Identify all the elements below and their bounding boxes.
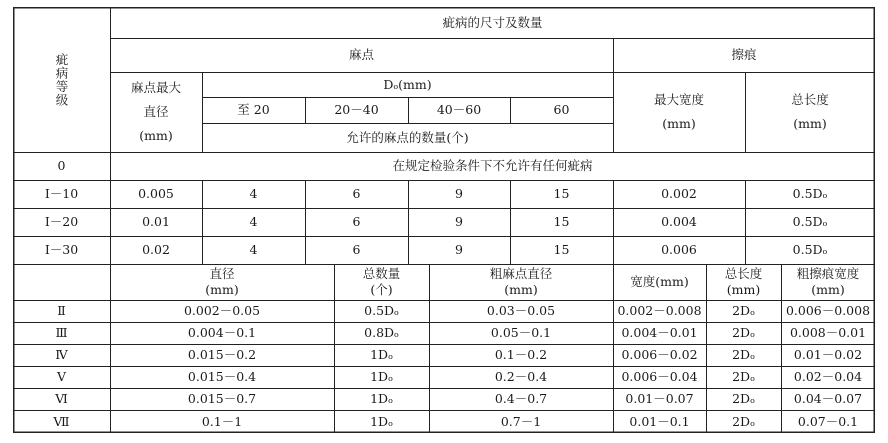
row-count-3: 9 <box>455 242 463 258</box>
row-length: 2Dₒ <box>732 325 755 341</box>
row-count-4: 15 <box>553 186 570 202</box>
do-range-2: 20－40 <box>334 102 379 118</box>
row-count-3: 9 <box>455 214 463 230</box>
row-width: 0.004 <box>661 214 697 230</box>
do-range-3: 40－60 <box>436 102 482 118</box>
row-diameter: 0.015－0.4 <box>187 369 257 385</box>
row-count-1: 4 <box>249 242 258 258</box>
row-count: 1Dₒ <box>370 391 393 407</box>
row-width: 0.01－0.07 <box>625 391 694 407</box>
width-subheader: 宽度(mm) <box>630 274 689 290</box>
row-length: 2Dₒ <box>732 413 755 429</box>
row-grade: Ⅶ <box>53 413 70 429</box>
row-width: 0.006－0.04 <box>621 369 698 385</box>
row-coarse-diameter: 0.4－0.7 <box>494 391 548 407</box>
defect-table <box>13 7 875 433</box>
row-grade: Ⅱ <box>57 303 66 319</box>
row-length: 2Dₒ <box>732 303 755 319</box>
max-width-unit: (mm) <box>662 116 696 131</box>
row-width: 0.002－0.008 <box>617 303 702 319</box>
total-length-unit: (mm) <box>793 116 827 131</box>
scratch-header: 擦痕 <box>731 47 757 63</box>
total-length-label: 总长度 <box>791 92 829 108</box>
allowed-count-header: 允许的麻点的数量(个) <box>346 129 469 145</box>
row-count: 1Dₒ <box>370 347 393 363</box>
row-coarse-diameter: 0.7－1 <box>500 413 542 429</box>
grade-header-text: 疵病等级 <box>54 52 69 107</box>
row-coarse-width: 0.07－0.1 <box>797 413 859 429</box>
row-length: 2Dₒ <box>732 369 755 385</box>
row-count-4: 15 <box>553 242 570 258</box>
coarse-scratch-subheader <box>781 264 875 300</box>
coarse-pit-unit: (mm) <box>504 282 538 297</box>
row-length: 0.5Dₒ <box>792 214 828 230</box>
row-grade: Ⅰ－10 <box>44 186 79 202</box>
total-count-label: 总数量 <box>362 266 401 282</box>
do-range-1: 至 20 <box>237 102 270 118</box>
row-coarse-width: 0.01－0.02 <box>793 347 863 363</box>
row-grade: Ⅰ－20 <box>44 214 79 230</box>
pit-max-diameter-line1: 麻点最大 <box>130 80 181 96</box>
row-count-2: 6 <box>352 242 361 258</box>
row-diameter: 0.02 <box>142 242 170 258</box>
row-count-1: 4 <box>249 214 258 230</box>
row-width: 0.002 <box>661 186 697 202</box>
row-grade: Ⅰ－30 <box>44 242 79 258</box>
grade-0-note: 在规定检验条件下不允许有任何疵病 <box>392 158 593 174</box>
row-diameter: 0.004－0.1 <box>187 325 257 341</box>
row-coarse-width: 0.006－0.008 <box>785 303 871 319</box>
row-length: 2Dₒ <box>732 347 755 363</box>
coarse-scratch-label: 粗擦痕宽度 <box>796 266 860 282</box>
length-subheader <box>706 264 781 300</box>
row-count-2: 6 <box>352 214 361 230</box>
row-count-4: 15 <box>553 214 570 230</box>
total-length-header <box>745 72 875 152</box>
row-coarse-diameter: 0.03－0.05 <box>486 303 556 319</box>
row-width: 0.006－0.02 <box>621 347 698 363</box>
row-diameter: 0.015－0.2 <box>187 347 257 363</box>
row-grade: Ⅳ <box>55 347 68 363</box>
row-diameter: 0.002－0.05 <box>183 303 261 319</box>
do-range-4: 60 <box>553 102 570 118</box>
max-width-header <box>613 72 745 152</box>
coarse-pit-subheader <box>429 264 613 300</box>
row-coarse-width: 0.04－0.07 <box>793 391 863 407</box>
row-coarse-diameter: 0.1－0.2 <box>494 347 548 363</box>
length-unit: (mm) <box>726 282 761 297</box>
row-diameter: 0.015－0.7 <box>187 391 257 407</box>
row-count-1: 4 <box>249 186 258 202</box>
row-length: 2Dₒ <box>732 391 755 407</box>
row-coarse-width: 0.02－0.04 <box>793 369 863 385</box>
diameter-subheader <box>110 264 334 300</box>
row-diameter: 0.1－1 <box>201 413 243 429</box>
pit-max-diameter-header <box>110 72 202 152</box>
coarse-pit-label: 粗麻点直径 <box>489 266 553 282</box>
row-diameter: 0.005 <box>138 186 174 202</box>
row-grade: Ⅵ <box>55 391 68 407</box>
table-title: 疵病的尺寸及数量 <box>442 14 543 30</box>
row-diameter: 0.01 <box>142 214 170 230</box>
row-coarse-width: 0.008－0.01 <box>789 325 867 341</box>
do-header: Dₒ(mm) <box>383 76 432 92</box>
pit-header: 麻点 <box>348 47 374 63</box>
grade-header <box>13 7 110 152</box>
row-count-3: 9 <box>455 186 463 202</box>
total-count-unit: (个) <box>370 282 393 297</box>
coarse-scratch-unit: (mm) <box>811 282 845 297</box>
row-width: 0.01－0.1 <box>629 413 690 429</box>
max-width-label: 最大宽度 <box>653 92 704 108</box>
row-count: 1Dₒ <box>370 369 393 385</box>
row-length: 0.5Dₒ <box>792 186 828 202</box>
total-count-subheader <box>334 264 429 300</box>
row-width: 0.004－0.01 <box>621 325 698 341</box>
row-count: 0.8Dₒ <box>364 325 399 341</box>
grade-0-label: 0 <box>57 158 66 174</box>
diameter-unit: (mm) <box>205 282 239 297</box>
row-coarse-diameter: 0.2－0.4 <box>494 369 548 385</box>
row-count-2: 6 <box>352 186 361 202</box>
row-count: 1Dₒ <box>370 413 393 429</box>
row-length: 0.5Dₒ <box>792 242 828 258</box>
diameter-label: 直径 <box>209 266 235 282</box>
length-label: 总长度 <box>724 266 763 282</box>
row-grade: Ⅲ <box>55 325 68 341</box>
pit-max-diameter-line2: 直径 <box>143 104 169 120</box>
row-grade: Ⅴ <box>56 369 67 385</box>
row-coarse-diameter: 0.05－0.1 <box>490 325 552 341</box>
row-count: 0.5Dₒ <box>364 303 399 319</box>
pit-max-diameter-unit: (mm) <box>139 127 173 143</box>
row-width: 0.006 <box>661 242 697 258</box>
